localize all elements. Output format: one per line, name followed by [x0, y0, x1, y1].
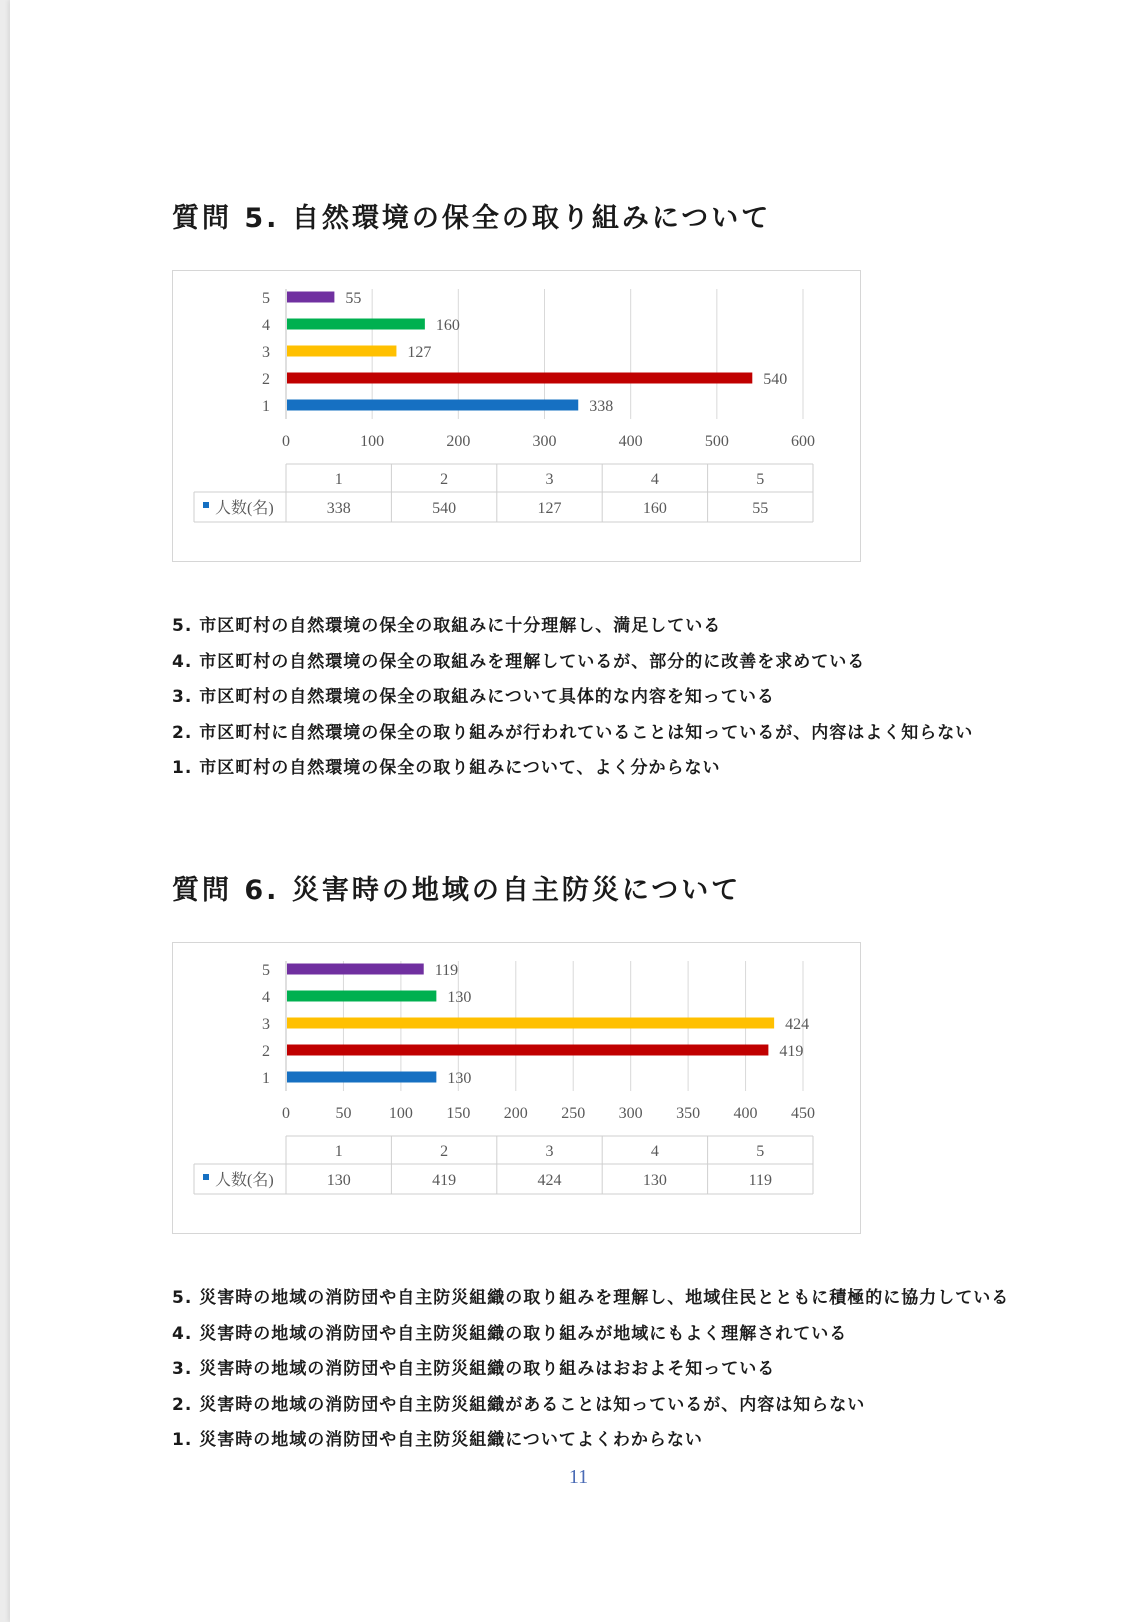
- question-5-chart-svg: [173, 271, 860, 561]
- bar-data-label: 338: [589, 398, 614, 415]
- x-tick-label: 600: [791, 433, 815, 450]
- category-tick-label: 5: [262, 962, 270, 979]
- bar: [287, 400, 578, 411]
- x-tick-label: 150: [446, 1105, 471, 1122]
- x-tick-label: 300: [532, 433, 557, 450]
- question-6-chart: [172, 942, 861, 1234]
- legend-key: [203, 502, 209, 508]
- data-table-header: 2: [440, 1143, 449, 1160]
- question-6-chart-svg: [173, 943, 860, 1233]
- x-tick-label: 400: [733, 1105, 758, 1122]
- data-table-value: 130: [326, 1172, 351, 1189]
- data-table-header: 1: [334, 471, 343, 488]
- bar-data-label: 130: [447, 1070, 472, 1087]
- category-tick-label: 5: [262, 290, 270, 307]
- question-5-chart: [172, 270, 861, 562]
- x-tick-label: 0: [282, 1105, 290, 1122]
- x-tick-label: 0: [282, 433, 290, 450]
- question-6-option-4: 4. 災害時の地域の消防団や自主防災組織の取り組みが地域にもよく理解されている: [172, 1323, 848, 1344]
- bar: [287, 292, 334, 303]
- x-tick-label: 450: [791, 1105, 815, 1122]
- bar: [287, 1072, 436, 1083]
- page-number: 11: [568, 1466, 589, 1488]
- bar-data-label: 424: [785, 1016, 810, 1033]
- legend-series-name: 人数(名): [215, 500, 274, 517]
- data-table-value: 130: [642, 1172, 667, 1189]
- bar: [287, 964, 424, 975]
- x-tick-label: 100: [388, 1105, 413, 1122]
- x-tick-label: 350: [676, 1105, 701, 1122]
- question-6-option-2: 2. 災害時の地域の消防団や自主防災組織があることは知っているが、内容は知らない: [172, 1394, 866, 1415]
- question-5-option-3: 3. 市区町村の自然環境の保全の取組みについて具体的な内容を知っている: [172, 687, 775, 707]
- question-5-option-2: 2. 市区町村に自然環境の保全の取り組みが行われていることは知っているが、内容はよく知らない: [172, 722, 974, 743]
- category-tick-label: 4: [262, 317, 270, 334]
- bar-data-label: 540: [763, 371, 788, 388]
- legend-key: [203, 1174, 209, 1180]
- bar: [287, 319, 425, 330]
- bar-data-label: 419: [779, 1043, 804, 1060]
- question-5-heading: 質問 5. 自然環境の保全の取り組みについて: [172, 203, 772, 234]
- bar-data-label: 160: [435, 317, 460, 334]
- question-6-options: [172, 1281, 1009, 1459]
- bar: [287, 991, 436, 1002]
- question-6-option-5: 5. 災害時の地域の消防団や自主防災組織の取り組みを理解し、地域住民とともに積極的に協力している: [172, 1288, 1010, 1308]
- data-table-header: 4: [650, 1143, 659, 1160]
- category-tick-label: 4: [262, 989, 270, 1006]
- data-table-value: 127: [537, 500, 562, 517]
- question-5-option-5: 5. 市区町村の自然環境の保全の取組みに十分理解し、満足している: [172, 616, 722, 636]
- bar-data-label: 55: [345, 290, 362, 307]
- bar: [287, 373, 752, 384]
- category-tick-label: 2: [262, 371, 270, 388]
- data-table-value: 338: [326, 500, 351, 517]
- question-6-option-3: 3. 災害時の地域の消防団や自主防災組織の取り組みはおおよそ知っている: [172, 1359, 776, 1379]
- x-tick-label: 100: [360, 433, 385, 450]
- data-table-value: 540: [432, 500, 457, 517]
- x-tick-label: 400: [618, 433, 643, 450]
- question-6-option-1: 1. 災害時の地域の消防団や自主防災組織についてよくわからない: [172, 1430, 703, 1450]
- bar-data-label: 127: [407, 344, 432, 361]
- data-table-header: 3: [545, 1143, 554, 1160]
- document-page: [10, 0, 1147, 1622]
- bar-data-label: 130: [447, 989, 472, 1006]
- data-table-header: 5: [756, 471, 765, 488]
- x-tick-label: 500: [704, 433, 729, 450]
- data-table-value: 424: [537, 1172, 562, 1189]
- data-table-value: 55: [752, 500, 769, 517]
- category-tick-label: 2: [262, 1043, 270, 1060]
- question-5-options: [172, 609, 973, 787]
- bar: [287, 1045, 768, 1056]
- bar: [287, 346, 396, 357]
- data-table-header: 3: [545, 471, 554, 488]
- data-table-value: 119: [748, 1172, 773, 1189]
- question-6-heading: 質問 6. 災害時の地域の自主防災について: [172, 875, 742, 906]
- category-tick-label: 1: [262, 1070, 270, 1087]
- data-table-value: 419: [432, 1172, 457, 1189]
- question-5-option-4: 4. 市区町村の自然環境の保全の取組みを理解しているが、部分的に改善を求めている: [172, 651, 866, 672]
- x-tick-label: 200: [503, 1105, 528, 1122]
- bar: [287, 1018, 774, 1029]
- x-tick-label: 200: [446, 433, 471, 450]
- category-tick-label: 3: [262, 344, 270, 361]
- question-5-option-1: 1. 市区町村の自然環境の保全の取り組みについて、よく分からない: [172, 758, 721, 778]
- data-table-header: 5: [756, 1143, 765, 1160]
- category-tick-label: 3: [262, 1016, 270, 1033]
- category-tick-label: 1: [262, 398, 270, 415]
- bar-data-label: 119: [434, 962, 459, 979]
- data-table-header: 2: [440, 471, 449, 488]
- x-tick-label: 300: [618, 1105, 643, 1122]
- x-tick-label: 250: [561, 1105, 586, 1122]
- data-table-value: 160: [642, 500, 667, 517]
- data-table-header: 4: [650, 471, 659, 488]
- data-table-header: 1: [334, 1143, 343, 1160]
- x-tick-label: 50: [335, 1105, 352, 1122]
- legend-series-name: 人数(名): [215, 1172, 274, 1189]
